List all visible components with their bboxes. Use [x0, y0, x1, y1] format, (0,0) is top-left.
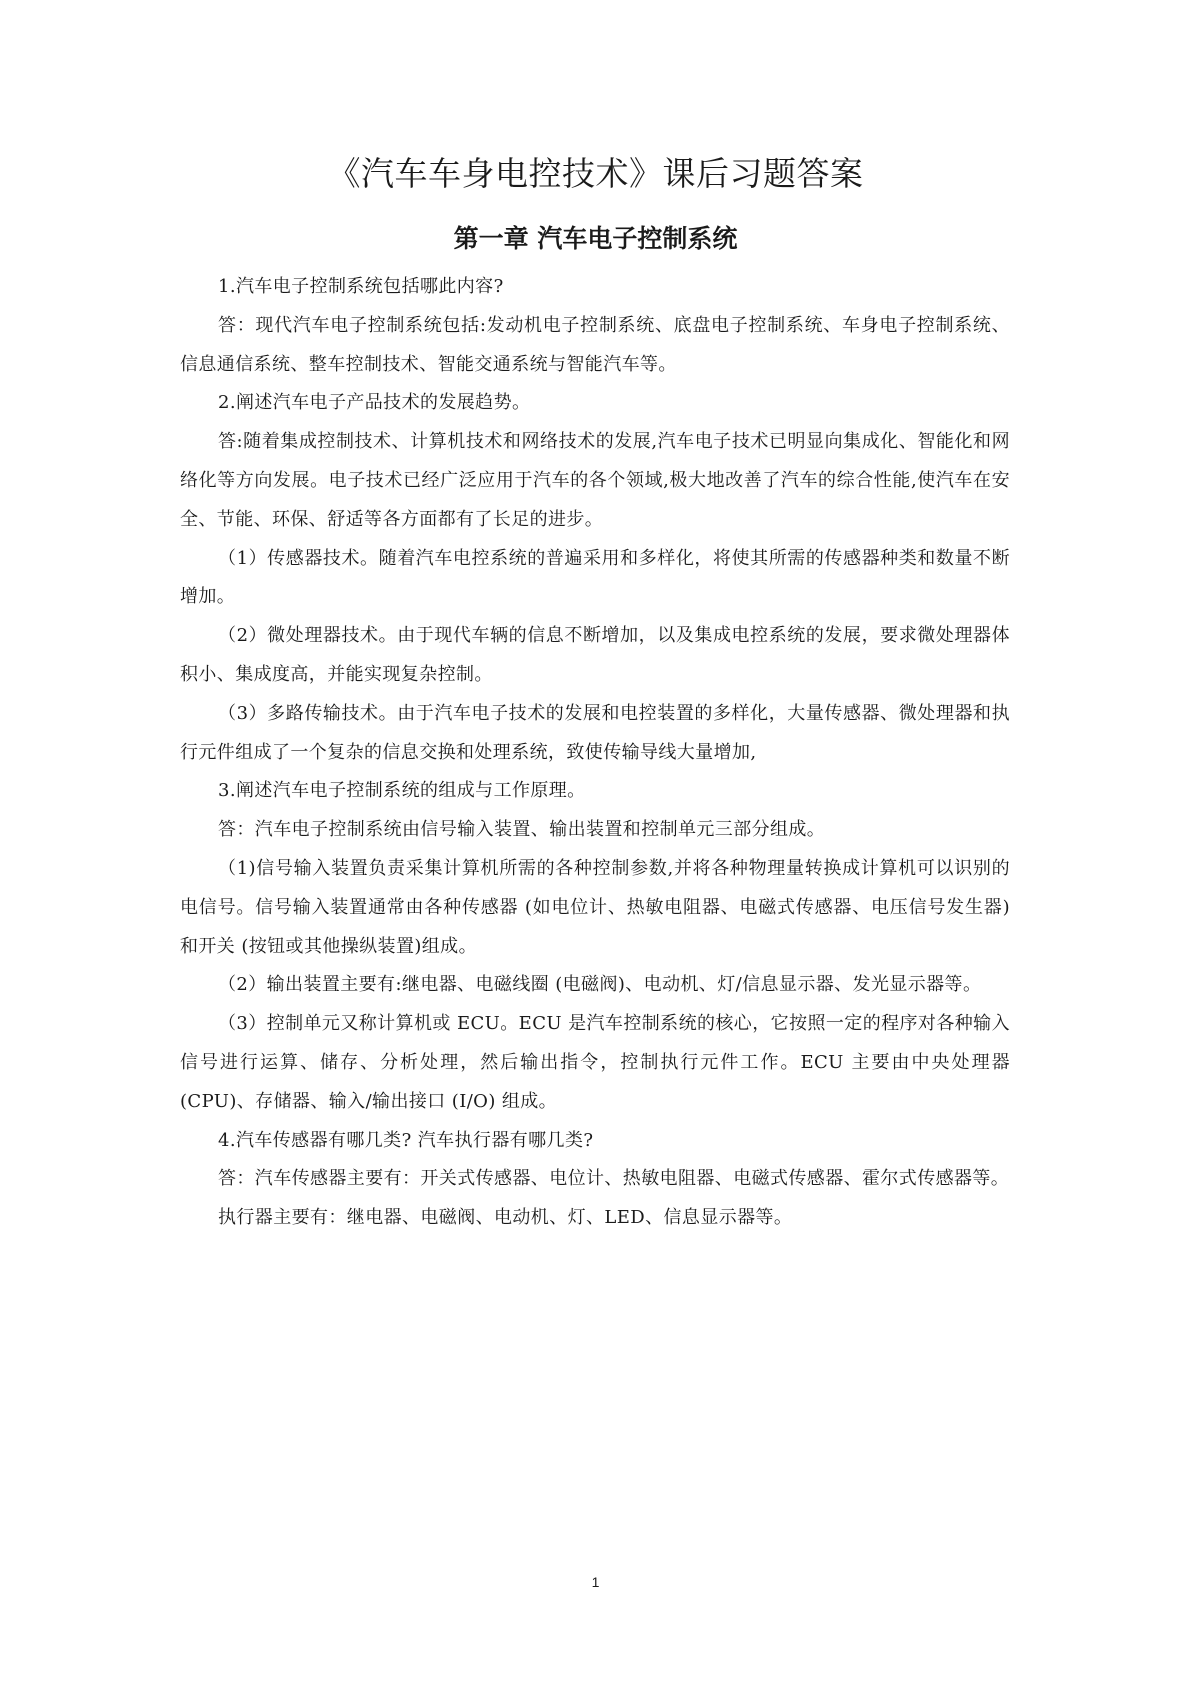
- answer-2-item-3: （3）多路传输技术。由于汽车电子技术的发展和电控装置的多样化，大量传感器、微处理器和执行元件组成了一个复杂的信息交换和处理系统，致使传输导线大量增加,: [180, 702, 1010, 763]
- document-title: 《汽车车身电控技术》课后习题答案: [327, 154, 864, 193]
- page-number: 1: [591, 1574, 600, 1590]
- answer-2-item-1: （1）传感器技术。随着汽车电控系统的普遍采用和多样化，将使其所需的传感器种类和数量不断增加。: [180, 547, 1010, 608]
- answer-3: 答：汽车电子控制系统由信号输入装置、输出装置和控制单元三部分组成。: [218, 819, 826, 841]
- answer-3-item-1: （1)信号输入装置负责采集计算机所需的各种控制参数,并将各种物理量转换成计算机可以识别的电信号。信号输入装置通常由各种传感器 (如电位计、热敏电阻器、电磁式传感器、电压信号发生器)和开关 (按钮或其他操纵装置)组成。: [180, 857, 1010, 957]
- question-4: 4.汽车传感器有哪几类? 汽车执行器有哪几类?: [218, 1129, 594, 1151]
- answer-3-item-3: （3）控制单元又称计算机或 ECU。ECU 是汽车控制系统的核心，它按照一定的程序对各种输入信号进行运算、储存、分析处理，然后输出指令，控制执行元件工作。ECU 主要由中央处理器 (CPU)、存储器、输入/输出接口 (I/O) 组成。: [180, 1013, 1010, 1112]
- question-1: 1.汽车电子控制系统包括哪此内容?: [218, 276, 504, 297]
- answer-4: 答：汽车传感器主要有：开关式传感器、电位计、热敏电阻器、电磁式传感器、霍尔式传感器等。: [218, 1168, 1010, 1190]
- answer-2: 答:随着集成控制技术、计算机技术和网络技术的发展,汽车电子技术已明显向集成化、智能化和网络化等方向发展。电子技术已经广泛应用于汽车的各个领域,极大地改善了汽车的综合性能,使汽车在安全、节能、环保、舒适等各方面都有了长足的进步。: [180, 431, 1010, 530]
- answer-2-item-2: （2）微处理器技术。由于现代车辆的信息不断增加，以及集成电控系统的发展，要求微处理器体积小、集成度高，并能实现复杂控制。: [180, 625, 1010, 685]
- question-2: 2.阐述汽车电子产品技术的发展趋势。: [218, 392, 531, 414]
- document-body: [180, 268, 1010, 1238]
- answer-4-actuators: 执行器主要有：继电器、电磁阀、电动机、灯、LED、信息显示器等。: [218, 1207, 793, 1229]
- answer-1: 答：现代汽车电子控制系统包括:发动机电子控制系统、底盘电子控制系统、车身电子控制系统、信息通信系统、整车控制技术、智能交通系统与智能汽车等。: [180, 314, 1010, 375]
- answer-3-item-2: （2）输出装置主要有:继电器、电磁线圈 (电磁阀)、电动机、灯/信息显示器、发光显示器等。: [218, 974, 982, 996]
- question-3: 3.阐述汽车电子控制系统的组成与工作原理。: [218, 780, 586, 802]
- chapter-title: 第一章 汽车电子控制系统: [453, 224, 738, 253]
